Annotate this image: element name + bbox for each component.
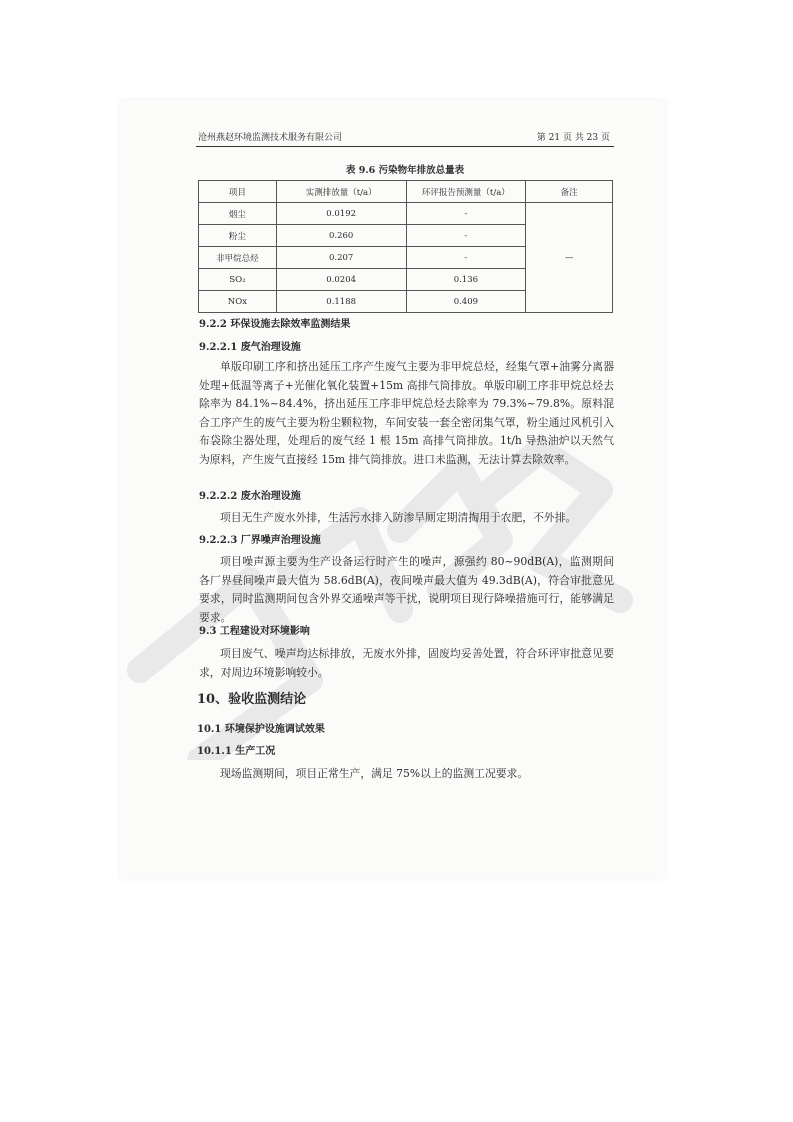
cell-measured: 0.207 [276, 247, 406, 269]
paragraph: 项目噪声源主要为生产设备运行时产生的噪声，源强约 80~90dB(A)，监测期间各厂界昼间噪声最大值为 58.6dB(A)，夜间噪声最大值为 49.3dB(A)，符合审批意见要求，同时监测期间包含外界交通噪声等干扰，说明项目现行降噪措施可行，能够满足要求。 [199, 555, 614, 624]
table-row [199, 203, 613, 225]
table-header-row [199, 181, 613, 203]
cell-predicted: 0.409 [406, 291, 526, 313]
column-header: 备注 [526, 181, 613, 203]
cell-predicted: 0.136 [406, 269, 526, 291]
section-heading: 10.1.1 生产工况 [197, 746, 276, 757]
chapter-heading: 10、验收监测结论 [197, 692, 307, 707]
cell-item: 粉尘 [199, 225, 277, 247]
cell-measured: 0.0204 [276, 269, 406, 291]
section-heading: 9.2.2 环保设施去除效率监测结果 [199, 319, 351, 330]
paragraph: 现场监测期间，项目正常生产，满足 75%以上的监测工况要求。 [220, 767, 529, 780]
page-number: 第 21 页 共 23 页 [536, 133, 610, 143]
column-header: 实测排放量（t/a） [276, 181, 406, 203]
paragraph: 单版印刷工序和挤出延压工序产生废气主要为非甲烷总烃，经集气罩+油雾分离器处理+低温等离子+光催化氧化装置+15m 高排气筒排放。单版印刷工序非甲烷总烃去除率为 84.1%~84.4%，挤出延压工序非甲烷总烃去除率为 79.3%~79.8%。原料混合工序产生的废气主要为粉尘颗粒物，车间安装一套全密闭集气罩，粉尘通过风机引入布袋除尘器处理，处理后的废气经 1 根 15m 高排气筒排放。1t/h 导热油炉以天然气为原料，产生废气直接经 15m 排气筒排放。进口未监测，无法计算去除效率。 [199, 360, 614, 466]
section-heading: 9.2.2.2 废水治理设施 [199, 491, 301, 502]
section-heading: 9.2.2.1 废气治理设施 [199, 342, 301, 353]
paragraph: 项目废气、噪声均达标排放，无废水外排，固废均妥善处置，符合环评审批意见要求，对周边环境影响较小。 [199, 647, 614, 679]
cell-predicted: - [406, 225, 526, 247]
cell-predicted: - [406, 247, 526, 269]
section-heading: 9.3 工程建设对环境影响 [199, 626, 310, 637]
column-header: 项目 [199, 181, 277, 203]
column-header: 环评报告预测量（t/a） [406, 181, 526, 203]
cell-predicted: - [406, 203, 526, 225]
emission-table [198, 180, 613, 313]
cell-measured: 0.1188 [276, 291, 406, 313]
cell-item: 非甲烷总烃 [199, 247, 277, 269]
cell-item: NOx [199, 291, 277, 313]
section-heading: 9.2.2.3 厂界噪声治理设施 [199, 535, 321, 546]
cell-item: SO₂ [199, 269, 277, 291]
cell-measured: 0.0192 [276, 203, 406, 225]
table-caption: 表 9.6 污染物年排放总量表 [345, 165, 465, 176]
cell-measured: 0.260 [276, 225, 406, 247]
paragraph: 项目无生产废水外排，生活污水排入防渗旱厕定期清掏用于农肥，不外排。 [220, 511, 577, 524]
section-heading: 10.1 环境保护设施调试效果 [197, 724, 325, 735]
cell-item: 烟尘 [199, 203, 277, 225]
page-header [196, 128, 614, 147]
company-name: 沧州燕赵环境监测技术服务有限公司 [198, 133, 343, 143]
cell-remark: — [526, 203, 613, 313]
